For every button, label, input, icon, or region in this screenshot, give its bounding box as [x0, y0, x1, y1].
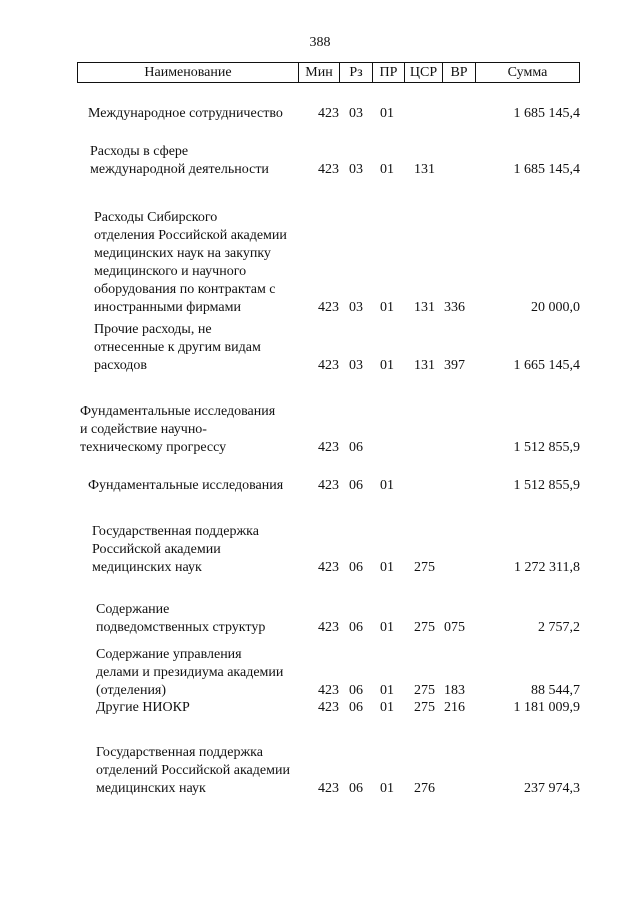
row-csr: 131 — [414, 162, 435, 177]
row-rz: 06 — [349, 560, 363, 575]
row-pr: 01 — [380, 162, 394, 177]
row-csr: 275 — [414, 683, 435, 698]
row-min: 423 — [318, 700, 339, 715]
row-name: Прочие расходы, не отнесенные к другим видам расходов — [94, 322, 261, 373]
table-row — [0, 105, 640, 123]
row-sum: 1 512 855,9 — [513, 478, 580, 493]
row-sum: 1 665 145,4 — [513, 358, 580, 373]
table-row — [0, 477, 640, 495]
row-csr: 276 — [414, 781, 435, 796]
row-rz: 03 — [349, 300, 363, 315]
row-min: 423 — [318, 683, 339, 698]
table-row — [0, 523, 640, 577]
row-min: 423 — [318, 440, 339, 455]
row-name: Государственная поддержка отделений Российской академии медицинских наук — [96, 745, 290, 796]
row-vr: 183 — [444, 683, 465, 698]
page-number: 388 — [309, 35, 331, 50]
row-min: 423 — [318, 300, 339, 315]
row-name: Международное сотрудничество — [88, 106, 283, 121]
row-name: Другие НИОКР — [96, 700, 190, 715]
row-rz: 06 — [349, 683, 363, 698]
row-rz: 06 — [349, 440, 363, 455]
table-row — [0, 744, 640, 798]
header-min: Мин — [299, 63, 340, 82]
row-sum: 1 685 145,4 — [513, 106, 580, 121]
table-row — [0, 321, 640, 375]
header-rz: Рз — [340, 63, 373, 82]
row-rz: 06 — [349, 700, 363, 715]
row-sum: 2 757,2 — [538, 620, 580, 635]
row-rz: 03 — [349, 162, 363, 177]
table-row — [0, 209, 640, 317]
row-min: 423 — [318, 781, 339, 796]
row-rz: 03 — [349, 106, 363, 121]
row-pr: 01 — [380, 620, 394, 635]
table-header — [77, 62, 580, 83]
row-csr: 131 — [414, 300, 435, 315]
table-row — [0, 699, 640, 717]
header-name: Наименование — [78, 63, 299, 82]
row-name: Фундаментальные исследования — [88, 478, 284, 493]
row-sum: 20 000,0 — [531, 300, 580, 315]
row-vr: 336 — [444, 300, 465, 315]
row-csr: 131 — [414, 358, 435, 373]
row-rz: 03 — [349, 358, 363, 373]
row-pr: 01 — [380, 560, 394, 575]
row-vr: 216 — [444, 700, 465, 715]
header-vr: ВР — [443, 63, 476, 82]
row-sum: 1 272 311,8 — [514, 560, 580, 575]
row-vr: 397 — [444, 358, 465, 373]
row-csr: 275 — [414, 700, 435, 715]
row-vr: 075 — [444, 620, 465, 635]
row-pr: 01 — [380, 683, 394, 698]
row-sum: 237 974,3 — [524, 781, 580, 796]
header-pr: ПР — [373, 63, 405, 82]
row-sum: 1 685 145,4 — [513, 162, 580, 177]
row-sum: 1 181 009,9 — [513, 700, 580, 715]
row-name: Фундаментальные исследования и содействие научно- техническому прогрессу — [80, 404, 276, 455]
row-pr: 01 — [380, 781, 394, 796]
row-name: Расходы Сибирского отделения Российской академии медицинских наук на закупку медицинского и научного оборудования по контрактам с иностранными фирмами — [94, 210, 287, 315]
row-min: 423 — [318, 620, 339, 635]
table-row — [0, 403, 640, 457]
header-csr: ЦСР — [405, 63, 443, 82]
row-csr: 275 — [414, 560, 435, 575]
row-min: 423 — [318, 106, 339, 121]
row-pr: 01 — [380, 358, 394, 373]
row-min: 423 — [318, 162, 339, 177]
row-name: Содержание управления делами и президиума академии (отделения) — [96, 647, 284, 698]
row-min: 423 — [318, 358, 339, 373]
row-rz: 06 — [349, 781, 363, 796]
row-min: 423 — [318, 560, 339, 575]
table-row — [0, 646, 640, 700]
row-name: Государственная поддержка Российской академии медицинских наук — [92, 524, 259, 575]
row-name: Содержание подведомственных структур — [96, 602, 266, 635]
row-pr: 01 — [380, 700, 394, 715]
row-csr: 275 — [414, 620, 435, 635]
row-min: 423 — [318, 478, 339, 493]
row-pr: 01 — [380, 478, 394, 493]
row-sum: 88 544,7 — [531, 683, 580, 698]
row-name: Расходы в сфере международной деятельности — [90, 144, 269, 177]
row-pr: 01 — [380, 300, 394, 315]
row-sum: 1 512 855,9 — [513, 440, 580, 455]
row-pr: 01 — [380, 106, 394, 121]
row-rz: 06 — [349, 620, 363, 635]
header-sum: Сумма — [507, 65, 548, 80]
table-row — [0, 601, 640, 637]
row-rz: 06 — [349, 478, 363, 493]
table-row — [0, 143, 640, 179]
